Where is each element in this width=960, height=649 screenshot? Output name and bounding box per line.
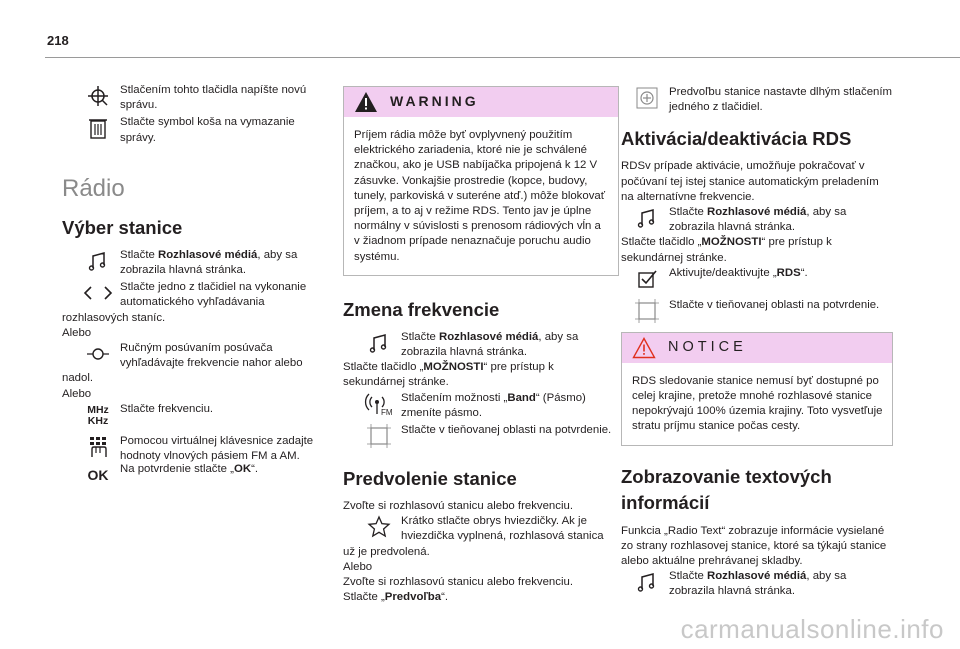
compose-message-icon xyxy=(84,84,112,110)
or-1: Alebo xyxy=(62,326,92,339)
preset-step-2 xyxy=(343,514,619,544)
notice-header xyxy=(622,333,892,363)
freq-step-2: Stlačte tlačidlo „MOŽNOSTI“ pre prístup k sekundárnej stránke. xyxy=(343,361,554,389)
sel-step-5 xyxy=(62,434,324,464)
or-2: Alebo xyxy=(62,387,92,400)
warning-label: WARNING xyxy=(390,93,479,110)
keypad-icon xyxy=(84,435,112,461)
sel2-text: Stlačte jedno z tlačidiel na vykonanie automatického vyhľadávania xyxy=(120,281,307,309)
shaded-area-icon xyxy=(365,424,393,450)
svg-text:FM: FM xyxy=(381,407,393,417)
warning-triangle-icon xyxy=(354,91,378,113)
sel1-after: , aby sa zobrazila hlavná stránka. xyxy=(120,248,298,277)
ok-icon: OK xyxy=(87,467,109,484)
sel-step-1 xyxy=(62,248,324,278)
section-title-radio: Rádio xyxy=(62,174,125,202)
preset-text-4: Stlačte „Predvoľba“. xyxy=(343,591,449,604)
sel-step-2 xyxy=(62,280,324,310)
page-number: 218 xyxy=(47,33,69,48)
sel3-cont: nadol. xyxy=(62,372,94,385)
sel2-cont: rozhlasových staníc. xyxy=(62,311,166,324)
notice-text: RDS sledovanie stanice nemusí byť dostupné po celej krajine, pretože mnohé rozhlasové stanice nepokrývajú 100% územia krajiny. Toto vysvetľuje stratu príjmu stanice počas cesty. xyxy=(632,374,883,433)
compose-message-text: Stlačením tohto tlačidla napíšte novú správu. xyxy=(120,84,307,112)
heading-frequency-change: Zmena frekvencie xyxy=(343,298,500,320)
heading-station-preset: Predvolenie stanice xyxy=(343,468,517,490)
freq4-text: Stlačte v tieňovanej oblasti na potvrdenie. xyxy=(401,424,612,437)
sel3-text: Ručným posúvaním posúvača vyhľadávajte frekvencie nahor alebo xyxy=(120,342,303,370)
notice-triangle-icon xyxy=(632,337,656,359)
warning-header xyxy=(344,87,618,117)
seek-arrows-icon xyxy=(84,281,112,307)
warning-text: Príjem rádia môže byť ovplyvnený použitím elektrického zariadenia, ktoré nie je schválené značkou, ako je USB nabíjačka pripojená k 12 V zásuvke. Vonkajšie prostredie (kopce, budovy, tunely, parkoviská v suteréne atď.) môže blokovať príjem, a to aj v režime RDS. Tento jav je úplne normálny v súvislosti s prenosom rádiových vĺn a v žiadnom prípade nenaznačuje poruchu audio systému. xyxy=(354,129,606,263)
preset-or: Alebo xyxy=(343,560,373,573)
music-note-icon xyxy=(365,331,393,357)
sel-step-4 xyxy=(62,402,324,426)
header-rule xyxy=(45,57,960,58)
trash-row xyxy=(62,115,324,145)
trash-text: Stlačte symbol koša na vymazanie správy. xyxy=(120,116,295,144)
rds-step-4 xyxy=(621,298,893,322)
radio-fm-icon xyxy=(365,392,393,418)
sel1-bold: Rozhlasové médiá xyxy=(158,248,258,261)
rds4-text: Stlačte v tieňovanej oblasti na potvrdenie. xyxy=(669,298,880,311)
checkbox-icon xyxy=(633,267,661,293)
slider-icon xyxy=(84,342,112,368)
freq-step-3: FM Stlačením možnosti „Band“ (Pásmo) zmeníte pásmo. xyxy=(343,391,619,421)
notice-box xyxy=(621,332,893,446)
mhz-khz-icon: MHz KHz xyxy=(87,403,109,427)
text-info-step-1: Stlačte Rozhlasové médiá, aby sa zobrazila hlavná stránka. xyxy=(621,569,893,599)
heading-station-selection: Výber stanice xyxy=(62,216,183,238)
preset-button-icon xyxy=(633,86,661,112)
music-note-icon xyxy=(633,206,661,232)
freq-step-1: Stlačte Rozhlasové médiá, aby sa zobrazila hlavná stránka. xyxy=(343,330,619,360)
heading-rds: Aktivácia/deaktivácia RDS xyxy=(621,128,852,150)
sel-step-3 xyxy=(62,341,324,371)
column-3 xyxy=(621,85,893,602)
sel-step-6: OK Na potvrdenie stlačte „OK“. xyxy=(62,462,324,486)
star-outline-icon xyxy=(365,515,393,541)
shaded-area-icon xyxy=(633,299,661,325)
sel1-before: Stlačte xyxy=(120,248,158,261)
preset-text-2: Krátko stlačte obrys hviezdičky. Ak je hviezdička vyplnená, rozhlasová stanica xyxy=(401,515,604,543)
preset-text-2-cont: už je predvolená. xyxy=(343,545,430,558)
heading-text-info: Zobrazovanie textových informácií xyxy=(621,465,832,513)
sel5-text: Pomocou virtuálnej klávesnice zadajte hodnoty vlnových pásiem FM a AM. xyxy=(120,434,314,463)
music-note-icon xyxy=(84,249,112,275)
notice-label: NOTICE xyxy=(668,339,747,356)
compose-message-row xyxy=(62,83,324,113)
preset-text-3: Zvoľte si rozhlasovú stanicu alebo frekvenciu. xyxy=(343,576,573,589)
rds-step-1: Stlačte Rozhlasové médiá, aby sa zobrazila hlavná stránka. xyxy=(621,205,893,235)
freq-step-4 xyxy=(343,423,619,447)
music-note-icon xyxy=(633,570,661,596)
rds-intro: RDSv prípade aktivácie, umožňuje pokračovať v počúvaní tej istej stanice automatickým preladením na alternatívne frekvencie. xyxy=(621,160,879,203)
warning-box xyxy=(343,86,619,276)
column-1 xyxy=(62,83,324,488)
top1-text: Predvoľbu stanice nastavte dlhým stlačením jedného z tlačidiel. xyxy=(669,86,893,114)
column-2 xyxy=(343,86,619,605)
text-info-desc: Funkcia „Radio Text“ zobrazuje informácie vysielané zo strany rozhlasovej stanice, ktoré sa týkajú stanice alebo aktuálne prehrávanej skladby. xyxy=(621,524,887,568)
trash-icon xyxy=(84,116,112,142)
watermark: carmanualsonline.info xyxy=(680,613,944,644)
rds-step-2: Stlačte tlačidlo „MOŽNOSTI“ pre prístup k sekundárnej stránke. xyxy=(621,236,832,264)
rds-step-3: Aktivujte/deaktivujte „RDS“. xyxy=(621,266,893,290)
sel4-text: Stlačte frekvenciu. xyxy=(120,402,214,415)
preset-long-press-row xyxy=(621,85,893,115)
preset-text-1: Zvoľte si rozhlasovú stanicu alebo frekvenciu. xyxy=(343,500,573,513)
